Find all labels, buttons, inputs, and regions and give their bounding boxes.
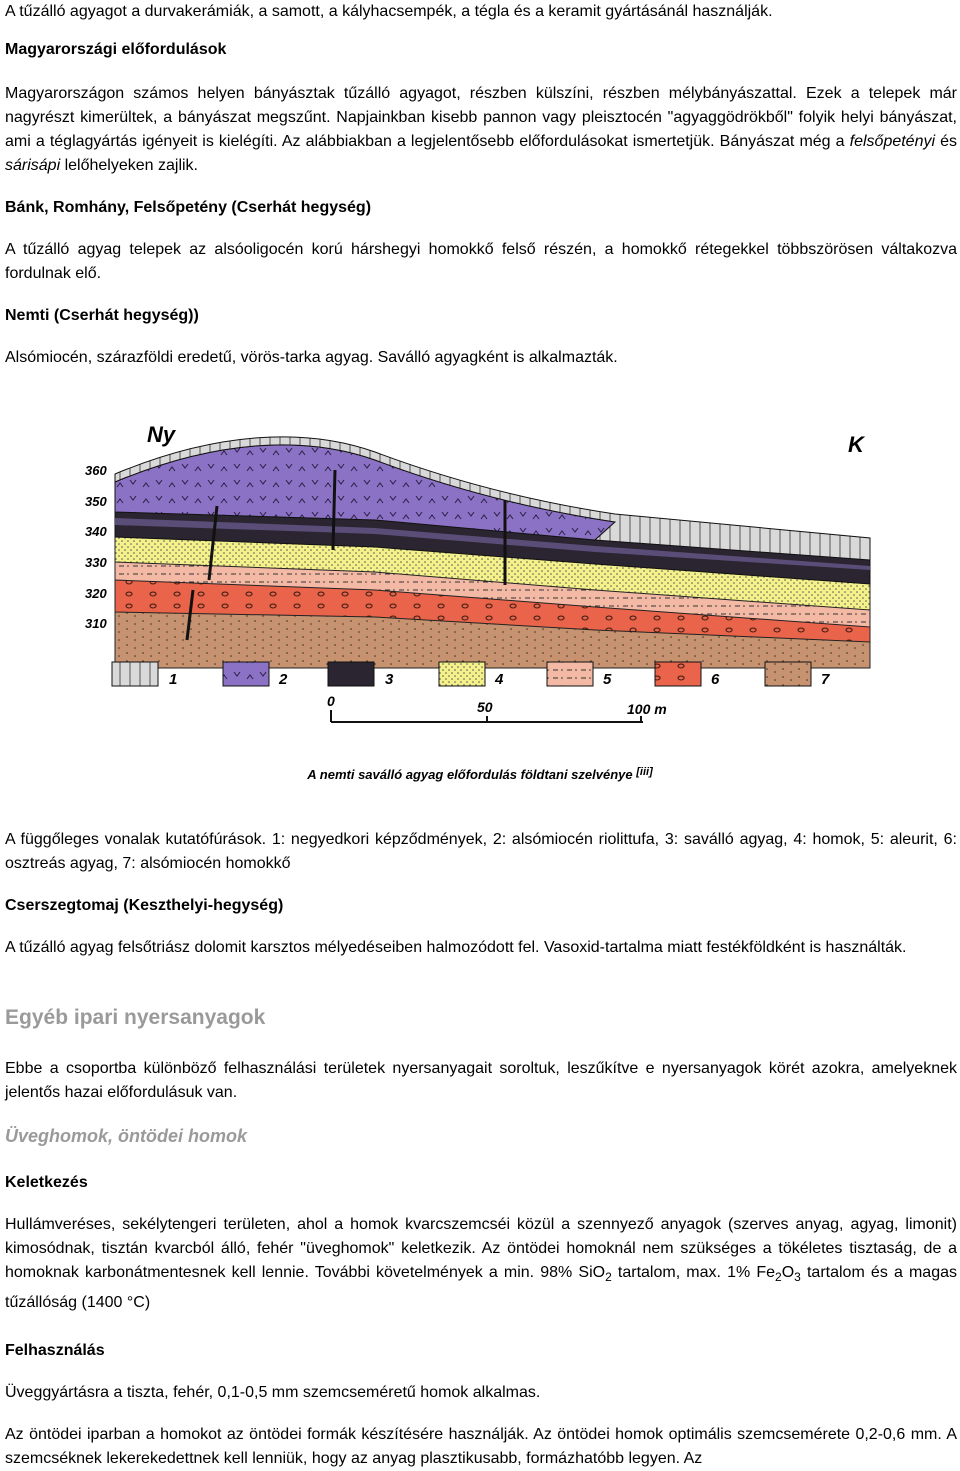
hu-occurrences-paragraph: Magyarországon számos helyen bányásztak tűzálló agyagot, részben külszíni, részben mélybányászattal. Ezek a telepek már nagyrészt kimerültek, a bányászat megszűnt. Napjainkban kisebb pannon vagy pleisztocén "agyaggödrökből" folyik helyi bányászat, ami a téglagyártás igényeit is kielégíti. Az alábbiakban a legjelentősebb előfordulásokat ismertetjük. Bányászat még a felsőpetényi és sárisápi lelőhelyeken zajlik. — [5, 85, 958, 174]
east-label: K — [848, 432, 864, 457]
scale-bar — [327, 693, 667, 722]
scale-label-100: 100 m — [627, 701, 667, 717]
elevation-label-340: 340 — [85, 524, 107, 539]
west-label: Ny — [147, 422, 176, 447]
nemti-paragraph: Alsómiocén, szárazföldi eredetű, vörös-tarka agyag. Saválló agyagként is alkalmazták. — [5, 349, 618, 366]
caption-reference[interactable]: [iii] — [636, 766, 653, 778]
legend-swatch-4 — [439, 662, 485, 686]
cserszegtomaj-paragraph: A tűzálló agyag felsőtriász dolomit karsztos mélyedéseiben halmozódott fel. Vasoxid-tartalma miatt festékföldként is használták. — [5, 939, 907, 956]
section-heading-hu-occurrences: Magyarországi előfordulások — [5, 41, 227, 58]
elevation-label-360: 360 — [85, 463, 107, 478]
section-heading-glass-sand: Üveghomok, öntödei homok — [5, 1126, 248, 1146]
legend-label-3: 3 — [385, 671, 394, 688]
elevation-label-350: 350 — [85, 494, 107, 509]
intro-paragraph: A tűzálló agyagot a durvakerámiák, a samott, a kályhacsempék, a tégla és a keramit gyártásánál használják. — [5, 3, 773, 20]
foundry-paragraph: Az öntödei iparban a homokot az öntödei formák készítésére használják. Az öntödei homok optimális szemcsemérete 0,2-0,6 mm. A szemcséknek lekerekedettnek kell lenniük, hogy az anyag plasztikusabb, formázhatóbb legyen. Az — [5, 1426, 957, 1467]
legend-swatch-7 — [765, 662, 811, 686]
figure-caption: A nemti saválló agyag előfordulás földtani szelvénye [iii] — [307, 766, 653, 782]
subheading-use: Felhasználás — [5, 1342, 105, 1359]
legend-label-6: 6 — [711, 671, 720, 688]
borehole-3 — [333, 470, 335, 550]
felsopeteny-term: felsőpetényi — [849, 133, 936, 150]
section-heading-other-materials: Egyéb ipari nyersanyagok — [5, 1006, 266, 1029]
legend-swatch-1 — [112, 662, 158, 686]
legend-swatch-5 — [547, 662, 593, 686]
legend-label-7: 7 — [821, 671, 830, 688]
elevation-label-310: 310 — [85, 616, 107, 631]
origin-paragraph: Hullámveréses, sekélytengeri területen, ahol a homok kvarcszemcséi közül a szennyező anyagok (szerves anyag, agyag, limonit) kimosódnak, tisztán kvarcból álló, fehér "üveghomok" keletkezik. Az öntödei homoknál nem szükséges a tökéletes tisztaság, de a homoknak karbonátmentesnek kell lennie. További követelmények a min. 98% SiO$_2$ tartalom, max. 1% $Fe_2O_3$ tartalom és a magas tűzállóság (1400 °C) — [5, 1216, 958, 1311]
section-heading-cserszegtomaj: Cserszegtomaj (Keszthelyi-hegység) — [5, 897, 284, 914]
legend-swatch-2 — [223, 662, 269, 686]
scale-label-0: 0 — [327, 693, 335, 709]
section-heading-bank: Bánk, Romhány, Felsőpetény (Cserhát hegység) — [5, 199, 372, 216]
legend-explanation-paragraph: A függőleges vonalak kutatófúrások. 1: negyedkori képződmények, 2: alsómiocén riolittufa, 3: saválló agyag, 4: homok, 5: aleurit, 6: osztreás agyag, 7: alsómiocén homokkő — [5, 831, 957, 872]
legend-label-2: 2 — [279, 671, 288, 688]
legend-label-4: 4 — [495, 671, 504, 688]
use-paragraph: Üveggyártásra a tiszta, fehér, 0,1-0,5 mm szemcseméretű homok alkalmas. — [5, 1384, 541, 1401]
bank-paragraph: A tűzálló agyag telepek az alsóoligocén korú hárshegyi homokkő felső részén, a homokkő rétegekkel többszörösen váltakozva fordulnak elő. — [5, 241, 957, 282]
scale-label-50: 50 — [477, 699, 493, 715]
legend-swatch-3 — [328, 662, 374, 686]
subheading-origin: Keletkezés — [5, 1174, 88, 1191]
legend-swatch-6 — [655, 662, 701, 686]
other-materials-paragraph: Ebbe a csoportba különböző felhasználási területek nyersanyagait soroltuk, leszűkítve e nyersanyagok körét azokra, amelyeknek jelentős hazai előfordulásuk van. — [5, 1060, 957, 1101]
sarisap-term: sárisápi — [5, 157, 61, 174]
geologic-cross-section-figure — [75, 410, 885, 728]
elevation-label-330: 330 — [85, 555, 107, 570]
elevation-label-320: 320 — [85, 586, 107, 601]
legend-label-1: 1 — [169, 671, 178, 688]
legend-label-5: 5 — [603, 671, 612, 688]
section-heading-nemti: Nemti (Cserhát hegység)) — [5, 307, 199, 324]
